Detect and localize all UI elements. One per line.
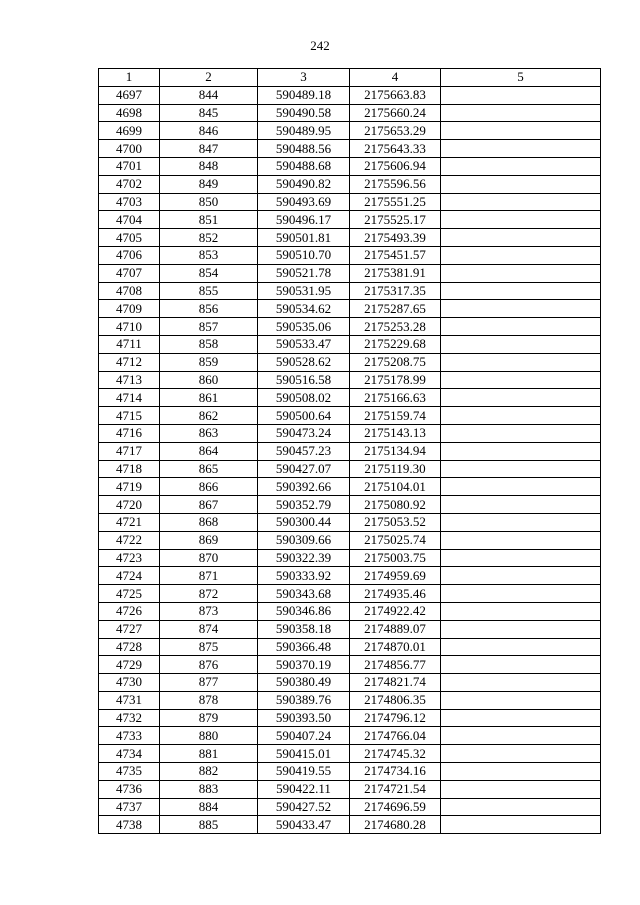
table-cell-col-1: 4725 [99,585,160,603]
table-cell-col-5 [441,691,601,709]
table-cell-col-4: 2175080.92 [350,496,441,514]
table-cell-col-1: 4735 [99,763,160,781]
table-cell-col-4: 2175253.28 [350,318,441,336]
table-cell-col-4: 2174766.04 [350,727,441,745]
table-cell-col-4: 2175208.75 [350,353,441,371]
table-row [99,585,601,603]
table-row [99,140,601,158]
table-row [99,816,601,834]
table-cell-col-2: 876 [160,656,258,674]
table-body [99,86,601,833]
table-cell-col-5 [441,193,601,211]
table-cell-col-1: 4698 [99,104,160,122]
table-cell-col-1: 4726 [99,602,160,620]
table-row [99,122,601,140]
table-row [99,727,601,745]
table-cell-col-3: 590496.17 [258,211,350,229]
table-cell-col-2: 857 [160,318,258,336]
table-cell-col-4: 2175643.33 [350,140,441,158]
table-row [99,691,601,709]
table-cell-col-4: 2174821.74 [350,674,441,692]
table-cell-col-2: 875 [160,638,258,656]
table-cell-col-1: 4720 [99,496,160,514]
table-row [99,371,601,389]
table-cell-col-3: 590346.86 [258,602,350,620]
table-cell-col-4: 2175551.25 [350,193,441,211]
table-cell-col-2: 885 [160,816,258,834]
table-cell-col-1: 4737 [99,798,160,816]
table-cell-col-1: 4713 [99,371,160,389]
table-cell-col-5 [441,211,601,229]
table-cell-col-5 [441,264,601,282]
table-cell-col-2: 847 [160,140,258,158]
table-cell-col-1: 4727 [99,620,160,638]
table-cell-col-4: 2175660.24 [350,104,441,122]
table-cell-col-3: 590531.95 [258,282,350,300]
table-cell-col-3: 590535.06 [258,318,350,336]
table-cell-col-5 [441,745,601,763]
table-cell-col-2: 870 [160,549,258,567]
table-cell-col-2: 869 [160,531,258,549]
table-cell-col-3: 590343.68 [258,585,350,603]
table-row [99,496,601,514]
table-cell-col-4: 2174796.12 [350,709,441,727]
table-cell-col-3: 590489.18 [258,86,350,104]
table-row [99,674,601,692]
table-cell-col-5 [441,140,601,158]
table-cell-col-1: 4709 [99,300,160,318]
table-cell-col-1: 4724 [99,567,160,585]
table-cell-col-1: 4729 [99,656,160,674]
table-row [99,478,601,496]
table-cell-col-2: 871 [160,567,258,585]
table-cell-col-2: 854 [160,264,258,282]
table-cell-col-2: 850 [160,193,258,211]
table-cell-col-4: 2175104.01 [350,478,441,496]
table-cell-col-2: 883 [160,780,258,798]
table-cell-col-4: 2175134.94 [350,442,441,460]
table-row [99,620,601,638]
table-cell-col-2: 874 [160,620,258,638]
table-cell-col-5 [441,104,601,122]
table-cell-col-4: 2174696.59 [350,798,441,816]
table-cell-col-2: 856 [160,300,258,318]
table-cell-col-4: 2175493.39 [350,229,441,247]
table-cell-col-3: 590521.78 [258,264,350,282]
table-cell-col-2: 881 [160,745,258,763]
table-cell-col-3: 590457.23 [258,442,350,460]
table-cell-col-1: 4738 [99,816,160,834]
table-cell-col-5 [441,353,601,371]
table-cell-col-5 [441,780,601,798]
table-cell-col-4: 2175287.65 [350,300,441,318]
table-cell-col-4: 2175606.94 [350,157,441,175]
table-cell-col-1: 4707 [99,264,160,282]
table-cell-col-3: 590500.64 [258,407,350,425]
column-header-2: 2 [160,69,258,87]
table-cell-col-2: 863 [160,424,258,442]
table-cell-col-1: 4704 [99,211,160,229]
table-cell-col-3: 590493.69 [258,193,350,211]
table-cell-col-4: 2175451.57 [350,246,441,264]
table-row [99,175,601,193]
table-cell-col-1: 4702 [99,175,160,193]
table-cell-col-5 [441,656,601,674]
table-cell-col-5 [441,335,601,353]
table-row [99,229,601,247]
table-cell-col-4: 2174680.28 [350,816,441,834]
table-cell-col-5 [441,282,601,300]
table-cell-col-2: 872 [160,585,258,603]
table-row [99,282,601,300]
table-row [99,318,601,336]
table-cell-col-3: 590352.79 [258,496,350,514]
table-cell-col-1: 4736 [99,780,160,798]
table-cell-col-1: 4723 [99,549,160,567]
table-row [99,460,601,478]
table-cell-col-5 [441,407,601,425]
table-row [99,442,601,460]
table-cell-col-4: 2175178.99 [350,371,441,389]
table-row [99,745,601,763]
table-cell-col-4: 2174889.07 [350,620,441,638]
table-cell-col-4: 2174959.69 [350,567,441,585]
table-cell-col-1: 4731 [99,691,160,709]
table-cell-col-5 [441,674,601,692]
table-cell-col-1: 4722 [99,531,160,549]
table-row [99,335,601,353]
column-header-1: 1 [99,69,160,87]
table-cell-col-4: 2174721.54 [350,780,441,798]
table-cell-col-3: 590427.07 [258,460,350,478]
table-cell-col-3: 590533.47 [258,335,350,353]
table-cell-col-5 [441,620,601,638]
table-cell-col-4: 2175663.83 [350,86,441,104]
table-cell-col-4: 2175229.68 [350,335,441,353]
table-cell-col-3: 590490.82 [258,175,350,193]
table-cell-col-4: 2175525.17 [350,211,441,229]
table-cell-col-3: 590366.48 [258,638,350,656]
table-cell-col-3: 590358.18 [258,620,350,638]
page-number: 242 [310,38,330,53]
table-cell-col-5 [441,246,601,264]
table-row [99,602,601,620]
table-cell-col-1: 4708 [99,282,160,300]
table-cell-col-2: 859 [160,353,258,371]
table-cell-col-3: 590309.66 [258,531,350,549]
table-cell-col-5 [441,389,601,407]
table-cell-col-3: 590415.01 [258,745,350,763]
table-row [99,104,601,122]
table-cell-col-1: 4721 [99,513,160,531]
table-cell-col-3: 590300.44 [258,513,350,531]
table-cell-col-4: 2175381.91 [350,264,441,282]
column-header-4: 4 [350,69,441,87]
table-cell-col-2: 844 [160,86,258,104]
table-row [99,300,601,318]
table-cell-col-1: 4701 [99,157,160,175]
table-cell-col-3: 590510.70 [258,246,350,264]
table-row [99,264,601,282]
table-cell-col-1: 4718 [99,460,160,478]
table-cell-col-3: 590419.55 [258,763,350,781]
table-row [99,353,601,371]
table-cell-col-3: 590407.24 [258,727,350,745]
table-cell-col-5 [441,531,601,549]
table-cell-col-5 [441,478,601,496]
table-cell-col-1: 4706 [99,246,160,264]
table-row [99,567,601,585]
table-cell-col-5 [441,816,601,834]
table-cell-col-5 [441,175,601,193]
table-cell-col-3: 590393.50 [258,709,350,727]
table-cell-col-2: 878 [160,691,258,709]
table-cell-col-2: 846 [160,122,258,140]
table-cell-col-4: 2175143.13 [350,424,441,442]
table-cell-col-2: 858 [160,335,258,353]
table-row [99,246,601,264]
table-cell-col-2: 867 [160,496,258,514]
table-row [99,798,601,816]
table-cell-col-2: 848 [160,157,258,175]
table-row [99,763,601,781]
table-row [99,513,601,531]
table-cell-col-2: 852 [160,229,258,247]
table-cell-col-5 [441,86,601,104]
table-cell-col-1: 4715 [99,407,160,425]
table-row [99,424,601,442]
table-cell-col-4: 2175159.74 [350,407,441,425]
table-cell-col-2: 880 [160,727,258,745]
table-cell-col-2: 862 [160,407,258,425]
table-cell-col-3: 590490.58 [258,104,350,122]
table-cell-col-2: 882 [160,763,258,781]
table-cell-col-5 [441,442,601,460]
table-row [99,407,601,425]
table-cell-col-3: 590534.62 [258,300,350,318]
table-cell-col-3: 590392.66 [258,478,350,496]
table-cell-col-4: 2174935.46 [350,585,441,603]
table-cell-col-5 [441,496,601,514]
column-header-3: 3 [258,69,350,87]
table-cell-col-2: 873 [160,602,258,620]
table-cell-col-1: 4697 [99,86,160,104]
table-cell-col-5 [441,567,601,585]
table-cell-col-2: 860 [160,371,258,389]
table-cell-col-1: 4714 [99,389,160,407]
table-cell-col-3: 590433.47 [258,816,350,834]
table-cell-col-4: 2175025.74 [350,531,441,549]
table-cell-col-4: 2175166.63 [350,389,441,407]
table-cell-col-2: 845 [160,104,258,122]
table-cell-col-3: 590528.62 [258,353,350,371]
table-cell-col-5 [441,229,601,247]
table-cell-col-1: 4699 [99,122,160,140]
table-row [99,709,601,727]
table-cell-col-1: 4734 [99,745,160,763]
table-cell-col-5 [441,549,601,567]
table-cell-col-1: 4730 [99,674,160,692]
table-cell-col-4: 2174734.16 [350,763,441,781]
table-cell-col-2: 851 [160,211,258,229]
table-cell-col-1: 4732 [99,709,160,727]
table-cell-col-5 [441,585,601,603]
table-cell-col-1: 4705 [99,229,160,247]
column-header-5: 5 [441,69,601,87]
table-cell-col-2: 865 [160,460,258,478]
table-cell-col-5 [441,727,601,745]
header-row [99,69,601,87]
table-cell-col-5 [441,122,601,140]
table-cell-col-5 [441,371,601,389]
table-cell-col-1: 4716 [99,424,160,442]
table-cell-col-4: 2175653.29 [350,122,441,140]
table-cell-col-4: 2175003.75 [350,549,441,567]
table-row [99,193,601,211]
table-row [99,86,601,104]
table-cell-col-4: 2174745.32 [350,745,441,763]
table-cell-col-3: 590488.56 [258,140,350,158]
table-cell-col-2: 866 [160,478,258,496]
table-cell-col-3: 590473.24 [258,424,350,442]
table-row [99,638,601,656]
table-cell-col-2: 861 [160,389,258,407]
table-cell-col-3: 590322.39 [258,549,350,567]
table-cell-col-1: 4703 [99,193,160,211]
table-cell-col-5 [441,300,601,318]
table-cell-col-3: 590333.92 [258,567,350,585]
table-cell-col-1: 4712 [99,353,160,371]
table-cell-col-4: 2175053.52 [350,513,441,531]
table-cell-col-2: 868 [160,513,258,531]
table-cell-col-3: 590489.95 [258,122,350,140]
table-cell-col-5 [441,513,601,531]
table-cell-col-2: 879 [160,709,258,727]
table-cell-col-1: 4700 [99,140,160,158]
table-row [99,157,601,175]
table-cell-col-2: 864 [160,442,258,460]
table-cell-col-1: 4717 [99,442,160,460]
table-cell-col-5 [441,638,601,656]
table-cell-col-3: 590422.11 [258,780,350,798]
table-cell-col-2: 849 [160,175,258,193]
table-cell-col-3: 590516.58 [258,371,350,389]
table-row [99,211,601,229]
table-cell-col-5 [441,602,601,620]
table-cell-col-1: 4711 [99,335,160,353]
table-row [99,549,601,567]
coordinates-table [98,68,601,834]
table-cell-col-3: 590501.81 [258,229,350,247]
table-cell-col-3: 590508.02 [258,389,350,407]
table-cell-col-4: 2174856.77 [350,656,441,674]
table-cell-col-5 [441,460,601,478]
table-row [99,531,601,549]
table-cell-col-1: 4710 [99,318,160,336]
table-cell-col-5 [441,763,601,781]
table-cell-col-4: 2175317.35 [350,282,441,300]
table-cell-col-4: 2175596.56 [350,175,441,193]
table-cell-col-5 [441,157,601,175]
table-cell-col-1: 4719 [99,478,160,496]
table-cell-col-1: 4728 [99,638,160,656]
table-cell-col-3: 590380.49 [258,674,350,692]
table-cell-col-5 [441,709,601,727]
table-cell-col-1: 4733 [99,727,160,745]
table-cell-col-2: 853 [160,246,258,264]
table-cell-col-4: 2175119.30 [350,460,441,478]
table-cell-col-2: 884 [160,798,258,816]
table-row [99,656,601,674]
table-cell-col-2: 855 [160,282,258,300]
table-cell-col-4: 2174870.01 [350,638,441,656]
table-cell-col-3: 590389.76 [258,691,350,709]
table-header [99,69,601,87]
table-cell-col-2: 877 [160,674,258,692]
table-cell-col-5 [441,424,601,442]
table-row [99,780,601,798]
table-cell-col-5 [441,318,601,336]
table-cell-col-3: 590488.68 [258,157,350,175]
table-cell-col-3: 590427.52 [258,798,350,816]
table-row [99,389,601,407]
table-cell-col-4: 2174806.35 [350,691,441,709]
table-cell-col-5 [441,798,601,816]
table-cell-col-3: 590370.19 [258,656,350,674]
table-cell-col-4: 2174922.42 [350,602,441,620]
